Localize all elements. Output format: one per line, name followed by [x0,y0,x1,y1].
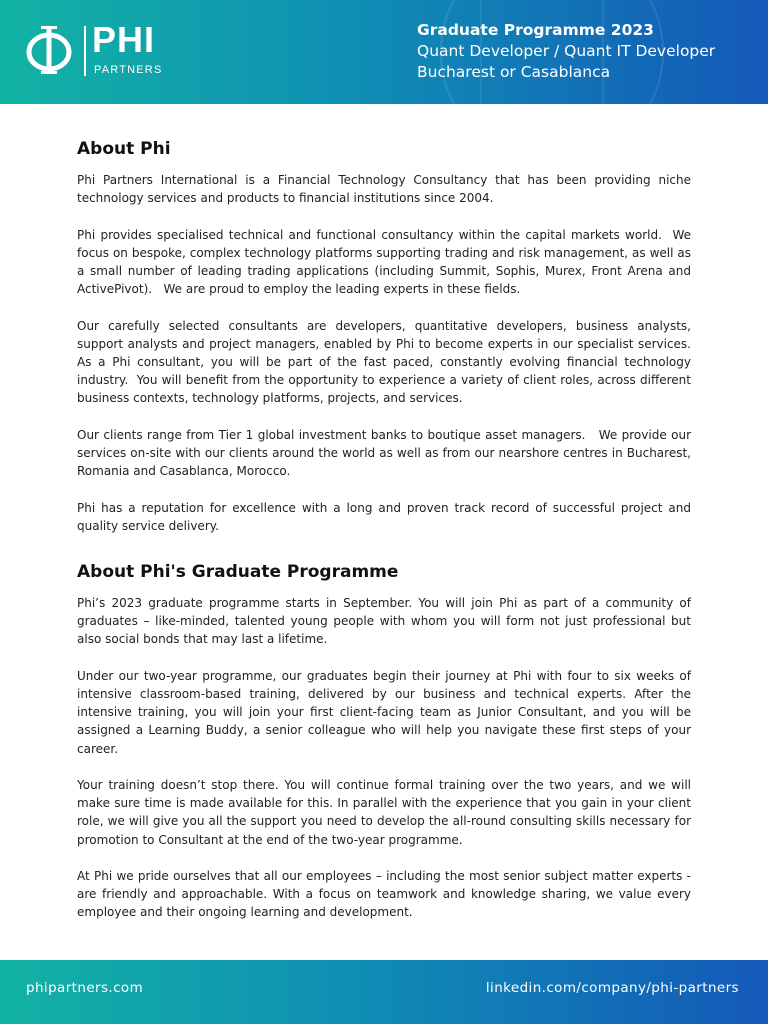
phi-partners-logo[interactable] [24,19,184,82]
logo-divider [84,26,86,76]
paragraph: Under our two-year programme, our graduates begin their journey at Phi with four to six weeks of intensive classroom-based training, delivered by our business and technical experts. After the intensive training, you will join your first client-facing team as Junior Consultant, and you will be assigned a Learning Buddy, a senior colleague who will help you navigate these first steps of your career. [77,668,695,756]
section-heading-about-phi: About Phi [77,139,171,159]
footer-banner [0,960,768,1024]
logo-text: PHI [92,19,156,60]
programme-title: Graduate Programme 2023 [417,21,654,39]
main-content [77,138,703,922]
paragraph: Phi’s 2023 graduate programme starts in September. You will join Phi as part of a community of graduates – like-minded, talented young people with whom you will form not just professional but also social bonds that may last a lifetime. [77,596,695,647]
logo-subtext: PARTNERS [94,64,163,76]
location-text: Bucharest or Casablanca [417,63,611,81]
linkedin-link[interactable]: linkedin.com/company/phi-partners [485,980,739,996]
section-heading-graduate-programme: About Phi's Graduate Programme [77,562,399,582]
paragraph: Your training doesn’t stop there. You will continue formal training over the two years, and we will make sure time is made available for this. In parallel with the experience that you gain in your client role, we will give you all the support you need to develop the all-round consulting skills necessary for promotion to Consultant at the end of the two-year programme. [77,778,695,847]
website-link[interactable]: phipartners.com [26,980,144,996]
paragraph: Phi has a reputation for excellence with a long and proven track record of successful project and quality service delivery. [77,500,695,533]
header-info [417,20,715,83]
role-title: Quant Developer / Quant IT Developer [417,42,716,60]
header-banner [0,0,768,104]
phi-symbol-icon [24,24,74,76]
paragraph: Our carefully selected consultants are developers, quantitative developers, business analysts, support analysts and project managers, enabled by Phi to become experts in our specialist services. As a Phi consultant, you will be part of the fast paced, constantly evolving financial technology industry. You will benefit from the opportunity to experience a variety of client roles, across different business contexts, technology platforms, projects, and services. [77,318,703,406]
paragraph: Phi Partners International is a Financial Technology Consultancy that has been providing niche technology services and products to financial institutions since 2004. [77,173,695,206]
paragraph: Phi provides specialised technical and functional consultancy within the capital markets world. We focus on bespoke, complex technology platforms supporting trading and risk management, as well as a small number of leading trading applications (including Summit, Sophis, Murex, Front Arena and ActivePivot). We are proud to employ the leading experts in these fields. [77,227,695,297]
paragraph: Our clients range from Tier 1 global investment banks to boutique asset managers. We provide our services on-site with our clients around the world as well as from our nearshore centres in Bucharest, Romania and Casablanca, Morocco. [77,427,695,479]
paragraph: At Phi we pride ourselves that all our employees – including the most senior subject matter experts - are friendly and approachable. With a focus on teamwork and knowledge sharing, we value every employee and their ongoing learning and development. [77,869,695,920]
